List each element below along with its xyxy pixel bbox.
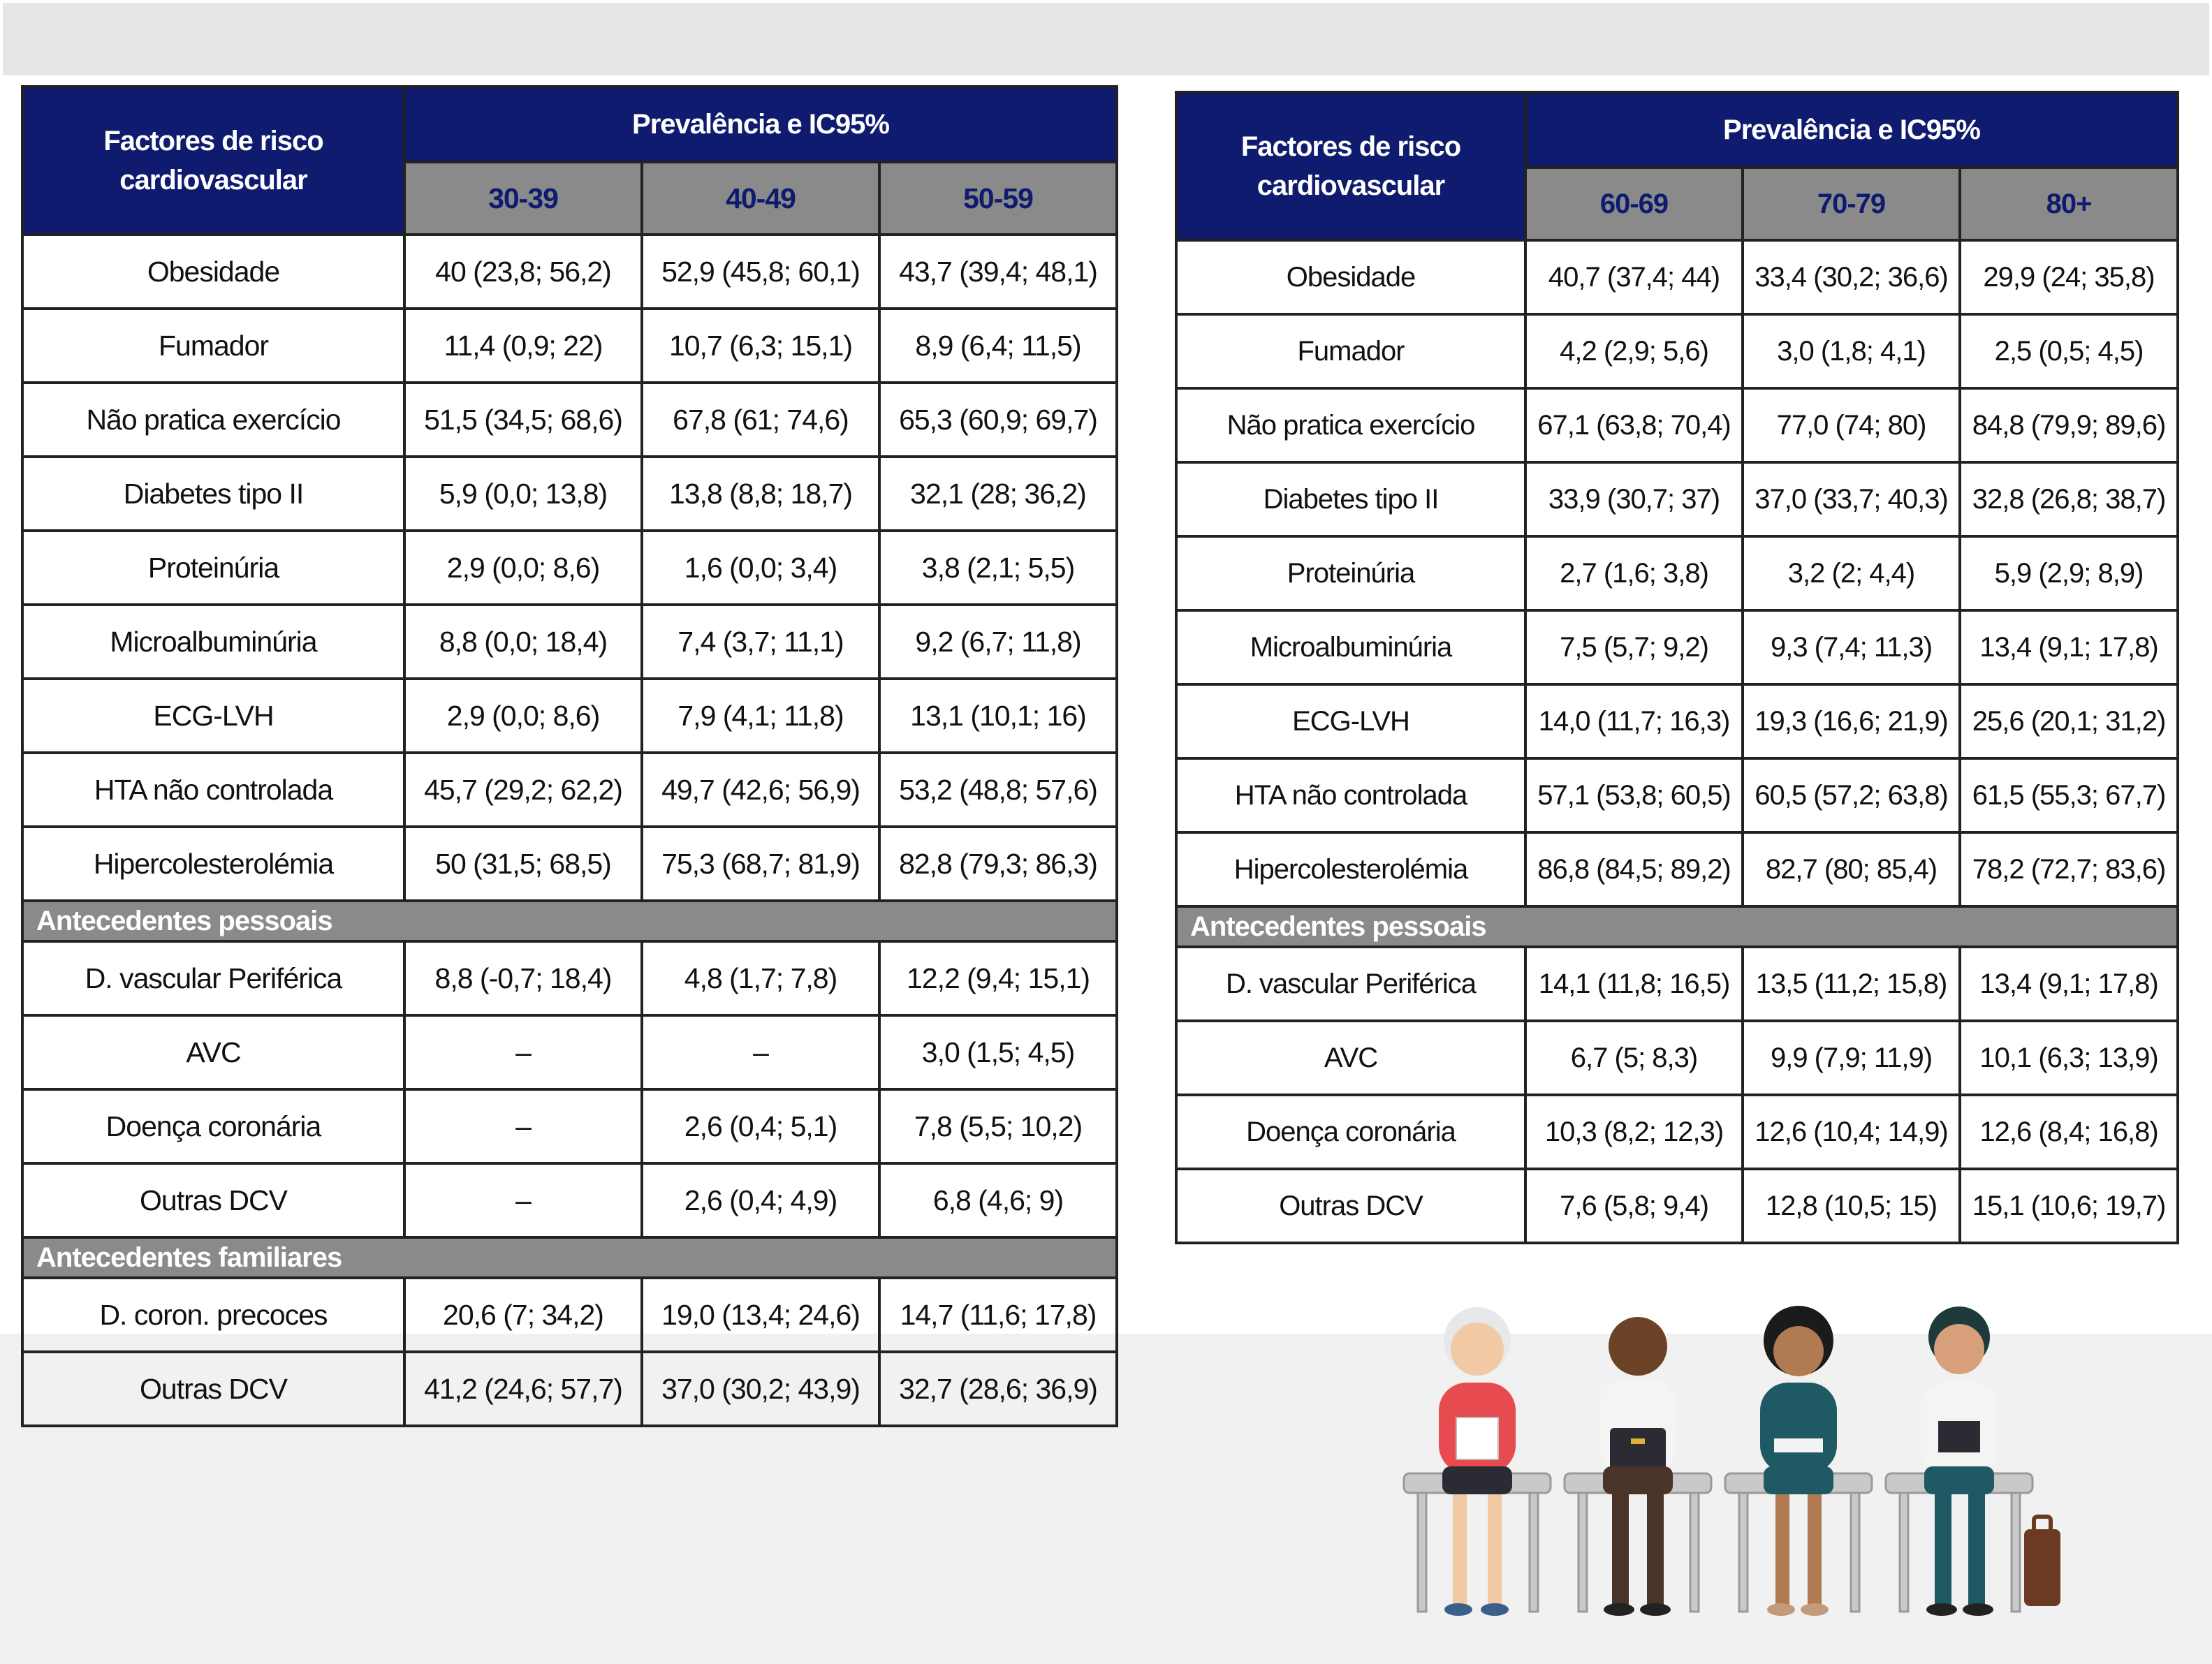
cell-value: 37,0 (33,7; 40,3) — [1743, 462, 1960, 536]
cell-value: 11,4 (0,9; 22) — [404, 309, 642, 383]
row-label: Obesidade — [1176, 240, 1525, 314]
row-label: D. vascular Periférica — [22, 941, 404, 1015]
cell-value: 41,2 (24,6; 57,7) — [404, 1352, 642, 1426]
table-row — [22, 383, 1117, 457]
cell-value: 13,4 (9,1; 17,8) — [1960, 610, 2178, 684]
table-row — [1176, 758, 2178, 832]
age-group-header: 30-39 — [404, 162, 642, 235]
cell-value: 78,2 (72,7; 83,6) — [1960, 832, 2178, 906]
table-row — [22, 235, 1117, 309]
person-woman-reading-icon — [1760, 1306, 1837, 1616]
table-row — [22, 1352, 1117, 1426]
row-label: Proteinúria — [22, 531, 404, 605]
table-row — [1176, 314, 2178, 388]
table-row — [1176, 462, 2178, 536]
row-label: Hipercolesterolémia — [1176, 832, 1525, 906]
cell-value: 33,4 (30,2; 36,6) — [1743, 240, 1960, 314]
cell-value: 6,7 (5; 8,3) — [1525, 1021, 1743, 1095]
cell-value: 49,7 (42,6; 56,9) — [642, 753, 879, 827]
cell-value: 20,6 (7; 34,2) — [404, 1278, 642, 1352]
section-header-personal: Antecedentes pessoais — [1176, 906, 2178, 947]
table-row — [1176, 610, 2178, 684]
cell-value: 2,6 (0,4; 4,9) — [642, 1163, 879, 1237]
cell-value: 67,8 (61; 74,6) — [642, 383, 879, 457]
cell-value: – — [404, 1089, 642, 1163]
header-prevalence: Prevalência e IC95% — [404, 87, 1117, 162]
table-row — [22, 753, 1117, 827]
seated-people-illustration — [1390, 1299, 2067, 1634]
row-label: Fumador — [1176, 314, 1525, 388]
cell-value: 12,2 (9,4; 15,1) — [879, 941, 1117, 1015]
row-label: Não pratica exercício — [22, 383, 404, 457]
cell-value: 5,9 (0,0; 13,8) — [404, 457, 642, 531]
row-label: ECG-LVH — [1176, 684, 1525, 758]
cell-value: 14,0 (11,7; 16,3) — [1525, 684, 1743, 758]
table-row — [22, 941, 1117, 1015]
cell-value: 53,2 (48,8; 57,6) — [879, 753, 1117, 827]
table-row — [22, 679, 1117, 753]
cell-value: 7,5 (5,7; 9,2) — [1525, 610, 1743, 684]
cell-value: 8,8 (-0,7; 18,4) — [404, 941, 642, 1015]
table-row — [22, 827, 1117, 901]
cell-value: 32,7 (28,6; 36,9) — [879, 1352, 1117, 1426]
row-label: Diabetes tipo II — [22, 457, 404, 531]
cell-value: 45,7 (29,2; 62,2) — [404, 753, 642, 827]
section-header-family: Antecedentes familiares — [22, 1237, 1117, 1278]
cell-value: 3,0 (1,5; 4,5) — [879, 1015, 1117, 1089]
table-row — [1176, 1169, 2178, 1243]
cell-value: 10,7 (6,3; 15,1) — [642, 309, 879, 383]
cell-value: 2,9 (0,0; 8,6) — [404, 679, 642, 753]
cell-value: 75,3 (68,7; 81,9) — [642, 827, 879, 901]
cell-value: 9,2 (6,7; 11,8) — [879, 605, 1117, 679]
cell-value: 5,9 (2,9; 8,9) — [1960, 536, 2178, 610]
person-man-briefcase-icon — [1599, 1317, 1676, 1616]
cell-value: 2,5 (0,5; 4,5) — [1960, 314, 2178, 388]
cell-value: 67,1 (63,8; 70,4) — [1525, 388, 1743, 462]
risk-table-older — [1175, 91, 2179, 1244]
cell-value: 19,0 (13,4; 24,6) — [642, 1278, 879, 1352]
cell-value: 10,1 (6,3; 13,9) — [1960, 1021, 2178, 1095]
row-label: AVC — [1176, 1021, 1525, 1095]
row-label: AVC — [22, 1015, 404, 1089]
cell-value: 4,8 (1,7; 7,8) — [642, 941, 879, 1015]
row-label: D. vascular Periférica — [1176, 947, 1525, 1021]
row-label: Outras DCV — [1176, 1169, 1525, 1243]
table-row — [22, 1089, 1117, 1163]
cell-value: 84,8 (79,9; 89,6) — [1960, 388, 2178, 462]
table-row — [22, 605, 1117, 679]
age-group-header: 50-59 — [879, 162, 1117, 235]
cell-value: 60,5 (57,2; 63,8) — [1743, 758, 1960, 832]
row-label: Diabetes tipo II — [1176, 462, 1525, 536]
cell-value: 13,4 (9,1; 17,8) — [1960, 947, 2178, 1021]
table-row — [1176, 388, 2178, 462]
cell-value: 50 (31,5; 68,5) — [404, 827, 642, 901]
cell-value: 2,9 (0,0; 8,6) — [404, 531, 642, 605]
cell-value: 12,8 (10,5; 15) — [1743, 1169, 1960, 1243]
person-man-tablet-icon — [1921, 1306, 1998, 1616]
table-row — [1176, 1021, 2178, 1095]
table-row — [1176, 832, 2178, 906]
header-prevalence: Prevalência e IC95% — [1525, 92, 2178, 168]
row-label: Obesidade — [22, 235, 404, 309]
table-row — [1176, 1095, 2178, 1169]
person-elderly-woman-icon — [1439, 1307, 1516, 1616]
table-row — [22, 531, 1117, 605]
age-group-header: 70-79 — [1743, 168, 1960, 240]
cell-value: 32,1 (28; 36,2) — [879, 457, 1117, 531]
table-row — [1176, 684, 2178, 758]
cell-value: 15,1 (10,6; 19,7) — [1960, 1169, 2178, 1243]
cell-value: – — [404, 1015, 642, 1089]
cell-value: 4,2 (2,9; 5,6) — [1525, 314, 1743, 388]
row-label: Proteinúria — [1176, 536, 1525, 610]
table-row — [1176, 240, 2178, 314]
cell-value: 13,1 (10,1; 16) — [879, 679, 1117, 753]
cell-value: 3,8 (2,1; 5,5) — [879, 531, 1117, 605]
table-row — [1176, 536, 2178, 610]
cell-value: 86,8 (84,5; 89,2) — [1525, 832, 1743, 906]
header-factor: Factores de risco cardiovascular — [22, 87, 404, 235]
row-label: Microalbuminúria — [22, 605, 404, 679]
age-group-header: 80+ — [1960, 168, 2178, 240]
row-label: Microalbuminúria — [1176, 610, 1525, 684]
cell-value: 40 (23,8; 56,2) — [404, 235, 642, 309]
row-label: Outras DCV — [22, 1352, 404, 1426]
cell-value: 43,7 (39,4; 48,1) — [879, 235, 1117, 309]
cell-value: 12,6 (10,4; 14,9) — [1743, 1095, 1960, 1169]
cell-value: 7,8 (5,5; 10,2) — [879, 1089, 1117, 1163]
cell-value: 14,1 (11,8; 16,5) — [1525, 947, 1743, 1021]
cell-value: 3,0 (1,8; 4,1) — [1743, 314, 1960, 388]
row-label: Outras DCV — [22, 1163, 404, 1237]
cell-value: 37,0 (30,2; 43,9) — [642, 1352, 879, 1426]
cell-value: 32,8 (26,8; 38,7) — [1960, 462, 2178, 536]
cell-value: 8,9 (6,4; 11,5) — [879, 309, 1117, 383]
table-row — [22, 1015, 1117, 1089]
cell-value: 25,6 (20,1; 31,2) — [1960, 684, 2178, 758]
row-label: Doença coronária — [1176, 1095, 1525, 1169]
cell-value: 13,8 (8,8; 18,7) — [642, 457, 879, 531]
cell-value: 61,5 (55,3; 67,7) — [1960, 758, 2178, 832]
cell-value: 77,0 (74; 80) — [1743, 388, 1960, 462]
cell-value: 19,3 (16,6; 21,9) — [1743, 684, 1960, 758]
cell-value: – — [404, 1163, 642, 1237]
table-row — [22, 1163, 1117, 1237]
age-group-header: 40-49 — [642, 162, 879, 235]
cell-value: 14,7 (11,6; 17,8) — [879, 1278, 1117, 1352]
row-label: HTA não controlada — [22, 753, 404, 827]
cell-value: 2,6 (0,4; 5,1) — [642, 1089, 879, 1163]
top-banner — [3, 3, 2209, 75]
cell-value: 7,4 (3,7; 11,1) — [642, 605, 879, 679]
cell-value: 33,9 (30,7; 37) — [1525, 462, 1743, 536]
cell-value: – — [642, 1015, 879, 1089]
row-label: Doença coronária — [22, 1089, 404, 1163]
table-row — [22, 457, 1117, 531]
header-factor: Factores de risco cardiovascular — [1176, 92, 1525, 240]
cell-value: 2,7 (1,6; 3,8) — [1525, 536, 1743, 610]
cell-value: 82,8 (79,3; 86,3) — [879, 827, 1117, 901]
cell-value: 9,3 (7,4; 11,3) — [1743, 610, 1960, 684]
table-row — [22, 309, 1117, 383]
bag-icon — [2024, 1517, 2060, 1606]
cell-value: 13,5 (11,2; 15,8) — [1743, 947, 1960, 1021]
cell-value: 3,2 (2; 4,4) — [1743, 536, 1960, 610]
cell-value: 12,6 (8,4; 16,8) — [1960, 1095, 2178, 1169]
row-label: Fumador — [22, 309, 404, 383]
cell-value: 82,7 (80; 85,4) — [1743, 832, 1960, 906]
cell-value: 8,8 (0,0; 18,4) — [404, 605, 642, 679]
table-row — [1176, 947, 2178, 1021]
row-label: Hipercolesterolémia — [22, 827, 404, 901]
cell-value: 9,9 (7,9; 11,9) — [1743, 1021, 1960, 1095]
cell-value: 52,9 (45,8; 60,1) — [642, 235, 879, 309]
cell-value: 57,1 (53,8; 60,5) — [1525, 758, 1743, 832]
row-label: D. coron. precoces — [22, 1278, 404, 1352]
cell-value: 29,9 (24; 35,8) — [1960, 240, 2178, 314]
age-group-header: 60-69 — [1525, 168, 1743, 240]
cell-value: 7,6 (5,8; 9,4) — [1525, 1169, 1743, 1243]
cell-value: 7,9 (4,1; 11,8) — [642, 679, 879, 753]
cell-value: 65,3 (60,9; 69,7) — [879, 383, 1117, 457]
table-row — [22, 1278, 1117, 1352]
section-header-personal: Antecedentes pessoais — [22, 901, 1117, 941]
cell-value: 6,8 (4,6; 9) — [879, 1163, 1117, 1237]
row-label: Não pratica exercício — [1176, 388, 1525, 462]
row-label: HTA não controlada — [1176, 758, 1525, 832]
cell-value: 10,3 (8,2; 12,3) — [1525, 1095, 1743, 1169]
risk-table-younger — [21, 85, 1118, 1427]
cell-value: 40,7 (37,4; 44) — [1525, 240, 1743, 314]
cell-value: 1,6 (0,0; 3,4) — [642, 531, 879, 605]
cell-value: 51,5 (34,5; 68,6) — [404, 383, 642, 457]
row-label: ECG-LVH — [22, 679, 404, 753]
